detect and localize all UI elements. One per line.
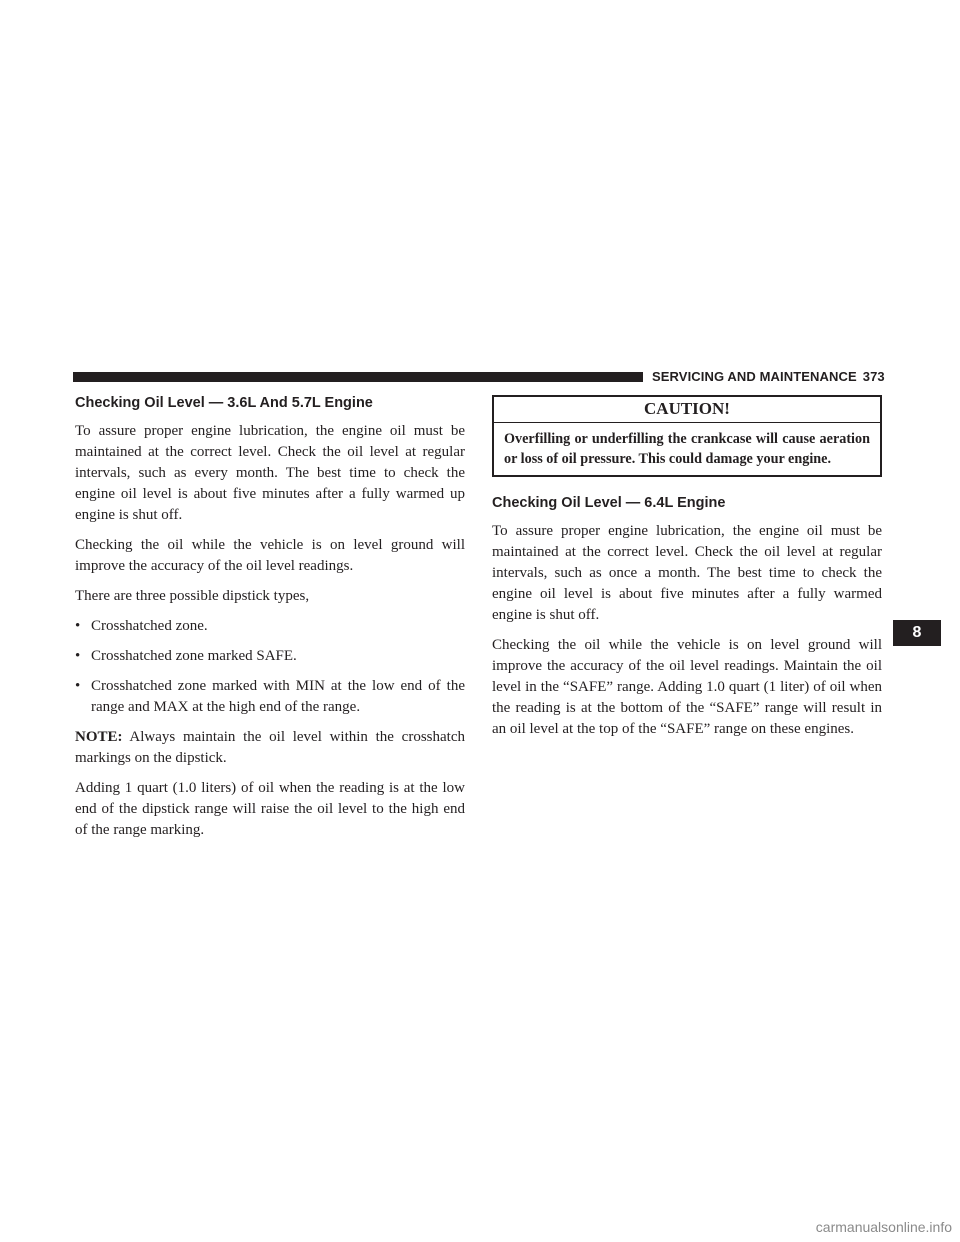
caution-title: CAUTION! bbox=[494, 397, 880, 423]
chapter-tab: 8 bbox=[893, 620, 941, 646]
running-header bbox=[652, 369, 885, 384]
paragraph: To assure proper engine lubrication, the engine oil must be maintained at the correct level. Check the oil level at regular intervals, such as every month. The best time to check the engine oil level is about five minutes after a fully warmed up engine is shut off. bbox=[75, 423, 465, 523]
section-heading-6-4: Checking Oil Level — 6.4L Engine bbox=[492, 495, 726, 511]
paragraph: To assure proper engine lubrication, the engine oil must be maintained at the correct level. Check the oil level at regular intervals, such as once a month. The best time to check the engine oil level is about five minutes after a fully warmed engine is shut off. bbox=[492, 523, 882, 623]
paragraph: Checking the oil while the vehicle is on level ground will improve the accuracy of the oil level readings. bbox=[75, 537, 465, 574]
list-item: • Crosshatched zone marked with MIN at the low end of the range and MAX at the high end of the range. bbox=[75, 678, 465, 715]
bullet-icon: • bbox=[75, 618, 81, 634]
paragraph: Checking the oil while the vehicle is on level ground will improve the accuracy of the oil level readings. Maintain the oil level in the “SAFE” range. Adding 1.0 quart (1 liter) of oil when the reading is at the bottom of the “SAFE” range will result in an oil level at the top of the “SAFE” range on these engines. bbox=[492, 637, 882, 737]
bullet-icon: • bbox=[75, 678, 81, 694]
bullet-icon: • bbox=[75, 648, 81, 664]
list-item: • Crosshatched zone. bbox=[75, 616, 465, 637]
caution-box bbox=[492, 395, 882, 477]
right-column bbox=[492, 395, 882, 749]
header-rule bbox=[73, 372, 643, 382]
caution-text: Overfilling or underfilling the crankcase will cause aeration or loss of oil pressure. This could damage your engine. bbox=[504, 431, 870, 467]
watermark: carmanualsonline.info bbox=[815, 1219, 952, 1235]
dipstick-types-list bbox=[75, 616, 465, 718]
paragraph: There are three possible dipstick types, bbox=[75, 588, 310, 604]
section-heading-3-6-5-7: Checking Oil Level — 3.6L And 5.7L Engine bbox=[75, 395, 373, 411]
page-number: 373 bbox=[862, 369, 885, 384]
list-item: • Crosshatched zone marked SAFE. bbox=[75, 646, 465, 667]
note-label: NOTE: bbox=[75, 729, 123, 745]
section-title: SERVICING AND MAINTENANCE bbox=[652, 369, 857, 384]
left-column bbox=[75, 395, 465, 850]
paragraph: Adding 1 quart (1.0 liters) of oil when the reading is at the low end of the dipstick range will raise the oil level to the high end of the range marking. bbox=[75, 780, 465, 838]
note-text: Always maintain the oil level within the crosshatch markings on the dipstick. bbox=[75, 729, 465, 766]
note bbox=[75, 727, 465, 769]
